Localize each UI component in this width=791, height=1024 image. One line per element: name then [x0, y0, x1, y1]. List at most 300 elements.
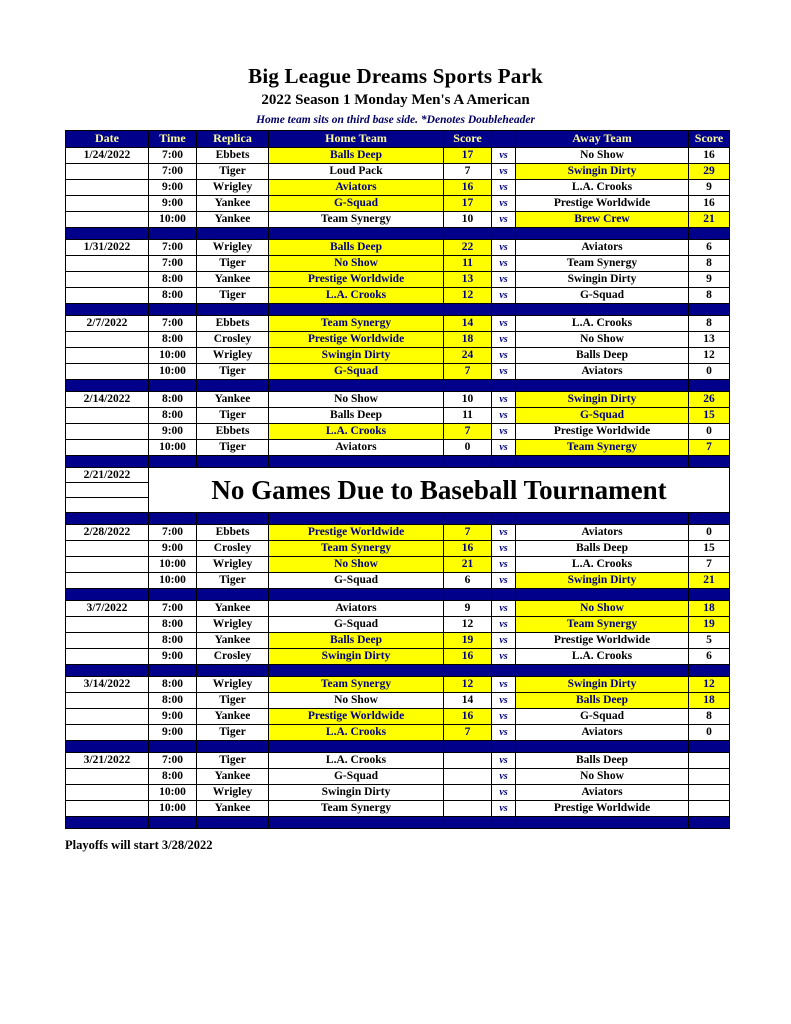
- separator-cell: [197, 741, 269, 753]
- away-team-cell: Balls Deep: [516, 348, 689, 364]
- away-score-cell: [689, 753, 730, 769]
- schedule-table: [65, 130, 730, 829]
- vs-cell: vs: [492, 240, 516, 256]
- separator-cell: [492, 513, 516, 525]
- vs-cell: vs: [492, 617, 516, 633]
- time-cell: 7:00: [149, 525, 197, 541]
- game-row: [66, 180, 730, 196]
- replica-cell: Yankee: [197, 196, 269, 212]
- away-score-cell: 0: [689, 525, 730, 541]
- game-row: [66, 573, 730, 589]
- vs-cell: vs: [492, 677, 516, 693]
- away-team-cell: Swingin Dirty: [516, 272, 689, 288]
- date-cell: [66, 164, 149, 180]
- home-score-cell: 7: [444, 424, 492, 440]
- date-cell: [66, 633, 149, 649]
- game-row: [66, 753, 730, 769]
- replica-cell: Yankee: [197, 392, 269, 408]
- away-team-cell: Team Synergy: [516, 617, 689, 633]
- home-score-cell: 12: [444, 288, 492, 304]
- away-score-cell: 0: [689, 424, 730, 440]
- separator-cell: [689, 228, 730, 240]
- replica-cell: Yankee: [197, 769, 269, 785]
- date-cell: [66, 693, 149, 709]
- time-cell: 8:00: [149, 392, 197, 408]
- date-cell: [66, 709, 149, 725]
- home-team-cell: Balls Deep: [269, 148, 444, 164]
- home-team-cell: Team Synergy: [269, 316, 444, 332]
- separator-cell: [269, 456, 444, 468]
- game-row: [66, 601, 730, 617]
- home-score-cell: 7: [444, 725, 492, 741]
- away-team-cell: Swingin Dirty: [516, 392, 689, 408]
- home-score-cell: 14: [444, 693, 492, 709]
- home-score-cell: 7: [444, 164, 492, 180]
- home-team-cell: Prestige Worldwide: [269, 332, 444, 348]
- vs-cell: vs: [492, 725, 516, 741]
- separator-cell: [149, 304, 197, 316]
- column-header-vs: [492, 131, 516, 148]
- date-cell: 2/28/2022: [66, 525, 149, 541]
- away-score-cell: 15: [689, 541, 730, 557]
- away-team-cell: No Show: [516, 769, 689, 785]
- home-score-cell: 6: [444, 573, 492, 589]
- separator-row: [66, 589, 730, 601]
- replica-cell: Yankee: [197, 272, 269, 288]
- separator-cell: [197, 456, 269, 468]
- separator-row: [66, 456, 730, 468]
- vs-cell: vs: [492, 180, 516, 196]
- away-score-cell: 9: [689, 180, 730, 196]
- column-header-home-score: Score: [444, 131, 492, 148]
- date-cell: [66, 288, 149, 304]
- away-team-cell: G-Squad: [516, 709, 689, 725]
- date-cell: [66, 498, 149, 513]
- date-cell: [66, 725, 149, 741]
- date-cell: [66, 332, 149, 348]
- away-team-cell: Swingin Dirty: [516, 677, 689, 693]
- game-row: [66, 525, 730, 541]
- separator-row: [66, 817, 730, 829]
- time-cell: 8:00: [149, 677, 197, 693]
- separator-cell: [689, 456, 730, 468]
- away-team-cell: No Show: [516, 332, 689, 348]
- away-team-cell: L.A. Crooks: [516, 180, 689, 196]
- separator-cell: [516, 228, 689, 240]
- vs-cell: vs: [492, 288, 516, 304]
- home-team-cell: No Show: [269, 256, 444, 272]
- separator-cell: [689, 665, 730, 677]
- date-cell: 3/21/2022: [66, 753, 149, 769]
- vs-cell: vs: [492, 212, 516, 228]
- replica-cell: Tiger: [197, 440, 269, 456]
- away-score-cell: 6: [689, 240, 730, 256]
- away-team-cell: L.A. Crooks: [516, 557, 689, 573]
- date-cell: [66, 424, 149, 440]
- separator-cell: [516, 589, 689, 601]
- away-score-cell: 13: [689, 332, 730, 348]
- home-score-cell: [444, 785, 492, 801]
- away-score-cell: 18: [689, 693, 730, 709]
- home-team-cell: Loud Pack: [269, 164, 444, 180]
- home-score-cell: 16: [444, 180, 492, 196]
- game-row: [66, 725, 730, 741]
- separator-cell: [269, 228, 444, 240]
- separator-row: [66, 665, 730, 677]
- separator-cell: [66, 228, 149, 240]
- away-score-cell: 21: [689, 212, 730, 228]
- game-row: [66, 148, 730, 164]
- date-cell: [66, 769, 149, 785]
- time-cell: 7:00: [149, 164, 197, 180]
- away-team-cell: Prestige Worldwide: [516, 424, 689, 440]
- vs-cell: vs: [492, 801, 516, 817]
- separator-cell: [197, 304, 269, 316]
- game-row: [66, 256, 730, 272]
- replica-cell: Yankee: [197, 633, 269, 649]
- time-cell: 8:00: [149, 617, 197, 633]
- home-score-cell: 11: [444, 408, 492, 424]
- separator-cell: [444, 817, 492, 829]
- game-row: [66, 693, 730, 709]
- away-score-cell: 8: [689, 316, 730, 332]
- replica-cell: Wrigley: [197, 677, 269, 693]
- time-cell: 7:00: [149, 316, 197, 332]
- away-score-cell: 5: [689, 633, 730, 649]
- home-score-cell: 21: [444, 557, 492, 573]
- home-score-cell: [444, 801, 492, 817]
- home-score-cell: 11: [444, 256, 492, 272]
- home-score-cell: 16: [444, 541, 492, 557]
- home-team-cell: Swingin Dirty: [269, 785, 444, 801]
- away-team-cell: Team Synergy: [516, 256, 689, 272]
- separator-cell: [444, 513, 492, 525]
- away-team-cell: G-Squad: [516, 408, 689, 424]
- home-score-cell: 14: [444, 316, 492, 332]
- header-row: [66, 131, 730, 148]
- home-team-cell: L.A. Crooks: [269, 424, 444, 440]
- separator-row: [66, 741, 730, 753]
- home-team-note: Home team sits on third base side. *Denotes Doubleheader: [256, 114, 535, 126]
- home-team-cell: G-Squad: [269, 769, 444, 785]
- home-team-cell: Balls Deep: [269, 240, 444, 256]
- separator-cell: [269, 589, 444, 601]
- replica-cell: Yankee: [197, 212, 269, 228]
- away-team-cell: Aviators: [516, 364, 689, 380]
- replica-cell: Ebbets: [197, 525, 269, 541]
- vs-cell: vs: [492, 348, 516, 364]
- away-team-cell: Brew Crew: [516, 212, 689, 228]
- time-cell: 8:00: [149, 408, 197, 424]
- column-header-away-score: Score: [689, 131, 730, 148]
- home-score-cell: 18: [444, 332, 492, 348]
- replica-cell: Wrigley: [197, 617, 269, 633]
- home-team-cell: L.A. Crooks: [269, 288, 444, 304]
- time-cell: 10:00: [149, 440, 197, 456]
- time-cell: 9:00: [149, 196, 197, 212]
- time-cell: 9:00: [149, 649, 197, 665]
- separator-cell: [197, 665, 269, 677]
- home-team-cell: L.A. Crooks: [269, 725, 444, 741]
- replica-cell: Wrigley: [197, 557, 269, 573]
- home-team-cell: Team Synergy: [269, 212, 444, 228]
- separator-cell: [197, 228, 269, 240]
- away-score-cell: 12: [689, 348, 730, 364]
- game-row: [66, 364, 730, 380]
- separator-row: [66, 228, 730, 240]
- replica-cell: Yankee: [197, 801, 269, 817]
- game-row: [66, 212, 730, 228]
- time-cell: 8:00: [149, 332, 197, 348]
- separator-cell: [149, 380, 197, 392]
- away-score-cell: 6: [689, 649, 730, 665]
- away-score-cell: 7: [689, 440, 730, 456]
- separator-cell: [689, 741, 730, 753]
- home-score-cell: 9: [444, 601, 492, 617]
- vs-cell: vs: [492, 573, 516, 589]
- separator-cell: [516, 741, 689, 753]
- away-score-cell: [689, 785, 730, 801]
- time-cell: 10:00: [149, 364, 197, 380]
- separator-cell: [66, 304, 149, 316]
- date-cell: [66, 364, 149, 380]
- home-score-cell: 22: [444, 240, 492, 256]
- separator-cell: [492, 304, 516, 316]
- vs-cell: vs: [492, 601, 516, 617]
- away-score-cell: 12: [689, 677, 730, 693]
- vs-cell: vs: [492, 272, 516, 288]
- separator-cell: [269, 665, 444, 677]
- vs-cell: vs: [492, 649, 516, 665]
- away-team-cell: Swingin Dirty: [516, 573, 689, 589]
- separator-cell: [66, 665, 149, 677]
- separator-cell: [444, 456, 492, 468]
- date-cell: [66, 212, 149, 228]
- home-team-cell: G-Squad: [269, 364, 444, 380]
- home-score-cell: 17: [444, 148, 492, 164]
- home-score-cell: 7: [444, 364, 492, 380]
- home-team-cell: Prestige Worldwide: [269, 272, 444, 288]
- separator-cell: [689, 589, 730, 601]
- separator-cell: [66, 513, 149, 525]
- game-row: [66, 541, 730, 557]
- away-score-cell: [689, 769, 730, 785]
- home-score-cell: 12: [444, 677, 492, 693]
- home-score-cell: 10: [444, 392, 492, 408]
- separator-cell: [66, 589, 149, 601]
- replica-cell: Tiger: [197, 288, 269, 304]
- time-cell: 7:00: [149, 601, 197, 617]
- game-row: [66, 677, 730, 693]
- away-score-cell: 16: [689, 148, 730, 164]
- column-header-date: Date: [66, 131, 149, 148]
- game-row: [66, 288, 730, 304]
- replica-cell: Wrigley: [197, 240, 269, 256]
- separator-row: [66, 513, 730, 525]
- home-score-cell: 16: [444, 649, 492, 665]
- separator-row: [66, 304, 730, 316]
- home-score-cell: 0: [444, 440, 492, 456]
- time-cell: 7:00: [149, 256, 197, 272]
- date-cell: 3/7/2022: [66, 601, 149, 617]
- date-cell: [66, 801, 149, 817]
- home-score-cell: 16: [444, 709, 492, 725]
- home-score-cell: 10: [444, 212, 492, 228]
- time-cell: 7:00: [149, 240, 197, 256]
- replica-cell: Yankee: [197, 601, 269, 617]
- replica-cell: Wrigley: [197, 180, 269, 196]
- game-row: [66, 196, 730, 212]
- home-team-cell: Balls Deep: [269, 633, 444, 649]
- separator-cell: [492, 456, 516, 468]
- replica-cell: Crosley: [197, 332, 269, 348]
- date-cell: [66, 348, 149, 364]
- separator-cell: [197, 380, 269, 392]
- away-team-cell: Prestige Worldwide: [516, 196, 689, 212]
- column-header-replica: Replica: [197, 131, 269, 148]
- vs-cell: vs: [492, 557, 516, 573]
- home-team-cell: Aviators: [269, 601, 444, 617]
- date-cell: [66, 785, 149, 801]
- home-score-cell: 12: [444, 617, 492, 633]
- away-team-cell: Team Synergy: [516, 440, 689, 456]
- home-score-cell: 24: [444, 348, 492, 364]
- game-row: [66, 769, 730, 785]
- separator-cell: [66, 456, 149, 468]
- replica-cell: Tiger: [197, 408, 269, 424]
- game-row: [66, 316, 730, 332]
- vs-cell: vs: [492, 769, 516, 785]
- time-cell: 8:00: [149, 693, 197, 709]
- separator-cell: [197, 589, 269, 601]
- replica-cell: Tiger: [197, 256, 269, 272]
- separator-cell: [516, 456, 689, 468]
- date-cell: 3/14/2022: [66, 677, 149, 693]
- time-cell: 9:00: [149, 541, 197, 557]
- time-cell: 9:00: [149, 180, 197, 196]
- away-score-cell: 9: [689, 272, 730, 288]
- vs-cell: vs: [492, 316, 516, 332]
- away-team-cell: L.A. Crooks: [516, 316, 689, 332]
- home-team-cell: Team Synergy: [269, 677, 444, 693]
- away-team-cell: No Show: [516, 601, 689, 617]
- home-team-cell: G-Squad: [269, 617, 444, 633]
- vs-cell: vs: [492, 525, 516, 541]
- date-cell: [66, 256, 149, 272]
- home-score-cell: 7: [444, 525, 492, 541]
- home-team-cell: No Show: [269, 693, 444, 709]
- date-cell: [66, 196, 149, 212]
- game-row: [66, 408, 730, 424]
- separator-cell: [149, 665, 197, 677]
- replica-cell: Ebbets: [197, 424, 269, 440]
- date-cell: 1/24/2022: [66, 148, 149, 164]
- home-team-cell: G-Squad: [269, 196, 444, 212]
- column-header-time: Time: [149, 131, 197, 148]
- home-team-cell: L.A. Crooks: [269, 753, 444, 769]
- time-cell: 8:00: [149, 272, 197, 288]
- separator-cell: [149, 456, 197, 468]
- separator-cell: [689, 304, 730, 316]
- separator-cell: [197, 817, 269, 829]
- replica-cell: Ebbets: [197, 148, 269, 164]
- time-cell: 10:00: [149, 573, 197, 589]
- game-row: [66, 785, 730, 801]
- game-row: [66, 240, 730, 256]
- vs-cell: vs: [492, 633, 516, 649]
- away-score-cell: 26: [689, 392, 730, 408]
- separator-cell: [444, 589, 492, 601]
- away-score-cell: [689, 801, 730, 817]
- away-score-cell: 19: [689, 617, 730, 633]
- game-row: [66, 440, 730, 456]
- away-score-cell: 0: [689, 725, 730, 741]
- game-row: [66, 801, 730, 817]
- separator-cell: [492, 741, 516, 753]
- separator-cell: [197, 513, 269, 525]
- time-cell: 10:00: [149, 785, 197, 801]
- away-team-cell: Swingin Dirty: [516, 164, 689, 180]
- home-score-cell: [444, 753, 492, 769]
- time-cell: 9:00: [149, 709, 197, 725]
- home-score-cell: [444, 769, 492, 785]
- away-team-cell: Aviators: [516, 785, 689, 801]
- replica-cell: Tiger: [197, 164, 269, 180]
- away-score-cell: 7: [689, 557, 730, 573]
- date-cell: 2/21/2022: [66, 468, 149, 483]
- vs-cell: vs: [492, 332, 516, 348]
- away-score-cell: 15: [689, 408, 730, 424]
- replica-cell: Tiger: [197, 693, 269, 709]
- separator-row: [66, 380, 730, 392]
- time-cell: 8:00: [149, 769, 197, 785]
- separator-cell: [66, 741, 149, 753]
- away-team-cell: Aviators: [516, 525, 689, 541]
- home-team-cell: Prestige Worldwide: [269, 525, 444, 541]
- away-score-cell: 8: [689, 709, 730, 725]
- replica-cell: Tiger: [197, 364, 269, 380]
- separator-cell: [269, 380, 444, 392]
- home-team-cell: Swingin Dirty: [269, 649, 444, 665]
- game-row: [66, 557, 730, 573]
- replica-cell: Tiger: [197, 725, 269, 741]
- replica-cell: Tiger: [197, 753, 269, 769]
- home-team-cell: Aviators: [269, 180, 444, 196]
- game-row: [66, 332, 730, 348]
- home-team-cell: Prestige Worldwide: [269, 709, 444, 725]
- away-team-cell: No Show: [516, 148, 689, 164]
- separator-cell: [269, 304, 444, 316]
- away-team-cell: Prestige Worldwide: [516, 801, 689, 817]
- time-cell: 10:00: [149, 557, 197, 573]
- vs-cell: vs: [492, 408, 516, 424]
- replica-cell: Wrigley: [197, 785, 269, 801]
- vs-cell: vs: [492, 256, 516, 272]
- date-cell: [66, 440, 149, 456]
- vs-cell: vs: [492, 196, 516, 212]
- game-row: [66, 164, 730, 180]
- replica-cell: Crosley: [197, 649, 269, 665]
- separator-cell: [492, 589, 516, 601]
- separator-cell: [689, 513, 730, 525]
- column-header-away-team: Away Team: [516, 131, 689, 148]
- separator-cell: [149, 228, 197, 240]
- separator-cell: [444, 304, 492, 316]
- game-row: [66, 392, 730, 408]
- separator-cell: [516, 665, 689, 677]
- date-cell: [66, 573, 149, 589]
- away-team-cell: G-Squad: [516, 288, 689, 304]
